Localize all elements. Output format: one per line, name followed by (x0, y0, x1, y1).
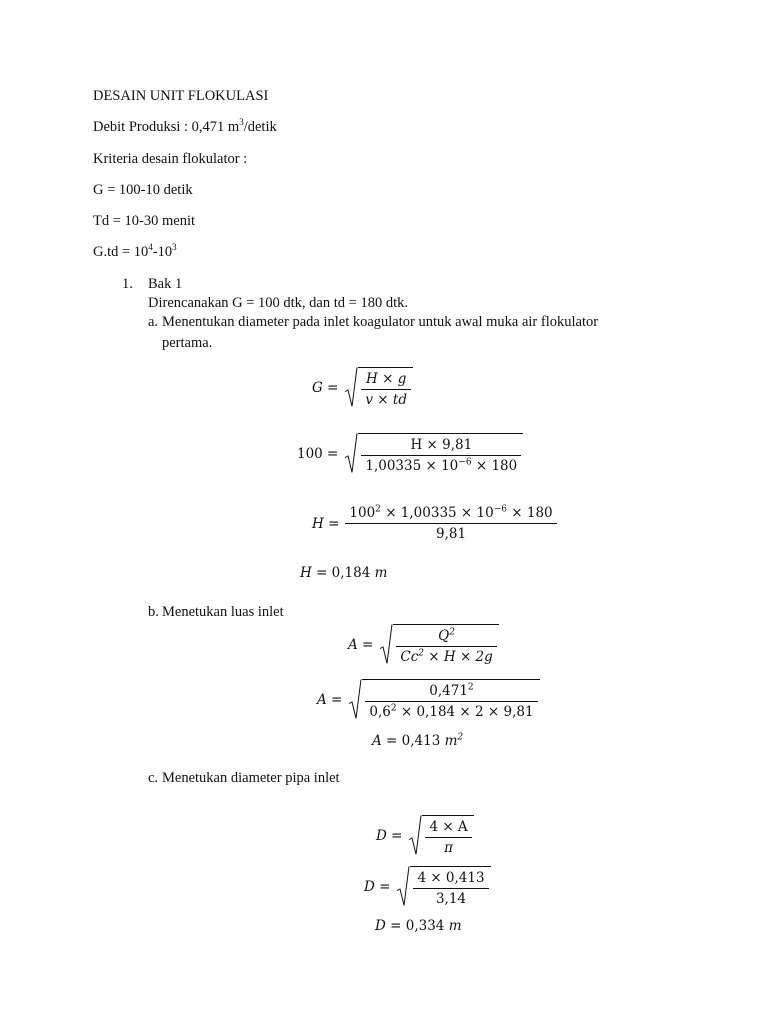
eq-a2-num: H × 9,81 (410, 437, 473, 453)
eq-b2-den: $0,6^2 \times 0,184 \times 2 \times 9,81$ (365, 701, 537, 720)
eq-a4-lhs: H (300, 565, 312, 581)
eq-b2 (317, 679, 540, 720)
step-a-letter: a. (148, 314, 159, 330)
step-c-label: Menetukan diameter pipa inlet (162, 770, 340, 786)
step-a-line2: pertama. (162, 335, 213, 351)
eq-c3 (375, 918, 462, 934)
eq-a1-lhs: G = (312, 379, 339, 396)
item-label-bak-1: Bak 1 (148, 276, 183, 292)
item-plan-line: Direncanakan G = 100 dtk, dan td = 180 dtk. (148, 295, 408, 311)
g-range-line: G = 100-10 detik (93, 182, 193, 198)
gtd-mid: -10 (152, 244, 173, 260)
eq-a2-lhs: 100 = (297, 445, 339, 462)
kriteria-line: Kriteria desain flokulator : (93, 151, 248, 167)
gtd-sup2: 3 (172, 242, 177, 253)
gtd-sup1: 4 (148, 242, 153, 253)
debit-sup: 3 (239, 117, 244, 128)
step-b-label: Menetukan luas inlet (162, 604, 284, 620)
eq-a3-lhs: H = (312, 515, 340, 532)
gtd-a: G.td = 10 (93, 244, 149, 260)
eq-b1-num: $Q^2$ (438, 627, 455, 644)
step-c-letter: c. (148, 770, 159, 786)
eq-a3-frac (345, 505, 556, 542)
eq-a2-den: $1,00335 \times 10^{-6} \times 180$ (361, 455, 521, 474)
eq-c2-den: 3,14 (413, 888, 488, 907)
gtd-range-line (93, 244, 177, 261)
eq-c3-unit: m (448, 918, 462, 934)
eq-b1-lhs: A = (348, 636, 374, 653)
eq-a2 (297, 433, 523, 474)
eq-a4 (300, 565, 387, 581)
eq-c1 (376, 815, 474, 856)
eq-a1-den: v × td (361, 389, 411, 408)
eq-a1 (312, 367, 413, 408)
eq-a1-num: H × g (366, 371, 407, 387)
eq-c2-lhs: D = (364, 878, 391, 895)
eq-c2-num: 4 × 0,413 (417, 870, 485, 886)
eq-b3 (372, 733, 463, 749)
eq-a3-num: $100^2 \times 1,00335 \times 10^{-6} \times 180$ (349, 504, 553, 521)
debit-suffix: /detik (243, 119, 277, 135)
eq-c3-rhs: = 0,334 (390, 918, 445, 934)
eq-b2-sqrt (348, 679, 539, 720)
debit-prefix: Debit Produksi : 0,471 m (93, 119, 240, 135)
eq-b1 (348, 624, 499, 665)
eq-b1-den: $Cc^2 \times H \times 2g$ (396, 646, 496, 665)
eq-b2-lhs: A = (317, 691, 343, 708)
eq-c1-den: π (425, 837, 471, 856)
step-b-letter: b. (148, 604, 159, 620)
eq-b3-lhs: A = (372, 733, 398, 749)
eq-a3-den: 9,81 (345, 523, 556, 542)
item-number-1: 1. (122, 276, 133, 292)
eq-c1-num: 4 × A (429, 819, 468, 835)
eq-c2 (364, 866, 491, 907)
debit-produksi-line (93, 119, 277, 136)
eq-a4-rhs: = 0,184 (316, 565, 371, 581)
eq-a4-unit: m (374, 565, 388, 581)
page-title: DESAIN UNIT FLOKULASI (93, 88, 269, 104)
eq-c3-lhs: D (375, 918, 386, 934)
eq-c1-sqrt (408, 815, 473, 856)
step-a-line1: Menentukan diameter pada inlet koagulator untuk awal muka air flokulator (162, 314, 599, 330)
eq-a3 (312, 505, 557, 542)
eq-b3-rhs: 0,413 (401, 733, 441, 749)
eq-c1-lhs: D = (376, 827, 403, 844)
eq-a1-sqrt (344, 367, 413, 408)
eq-a2-sqrt (344, 433, 523, 474)
td-range-line: Td = 10-30 menit (93, 213, 196, 229)
eq-b3-unit: $m^2$ (444, 732, 464, 749)
eq-b1-sqrt (379, 624, 498, 665)
eq-c2-sqrt (396, 866, 490, 907)
eq-b2-num: 0,471$^2$ (429, 682, 474, 699)
